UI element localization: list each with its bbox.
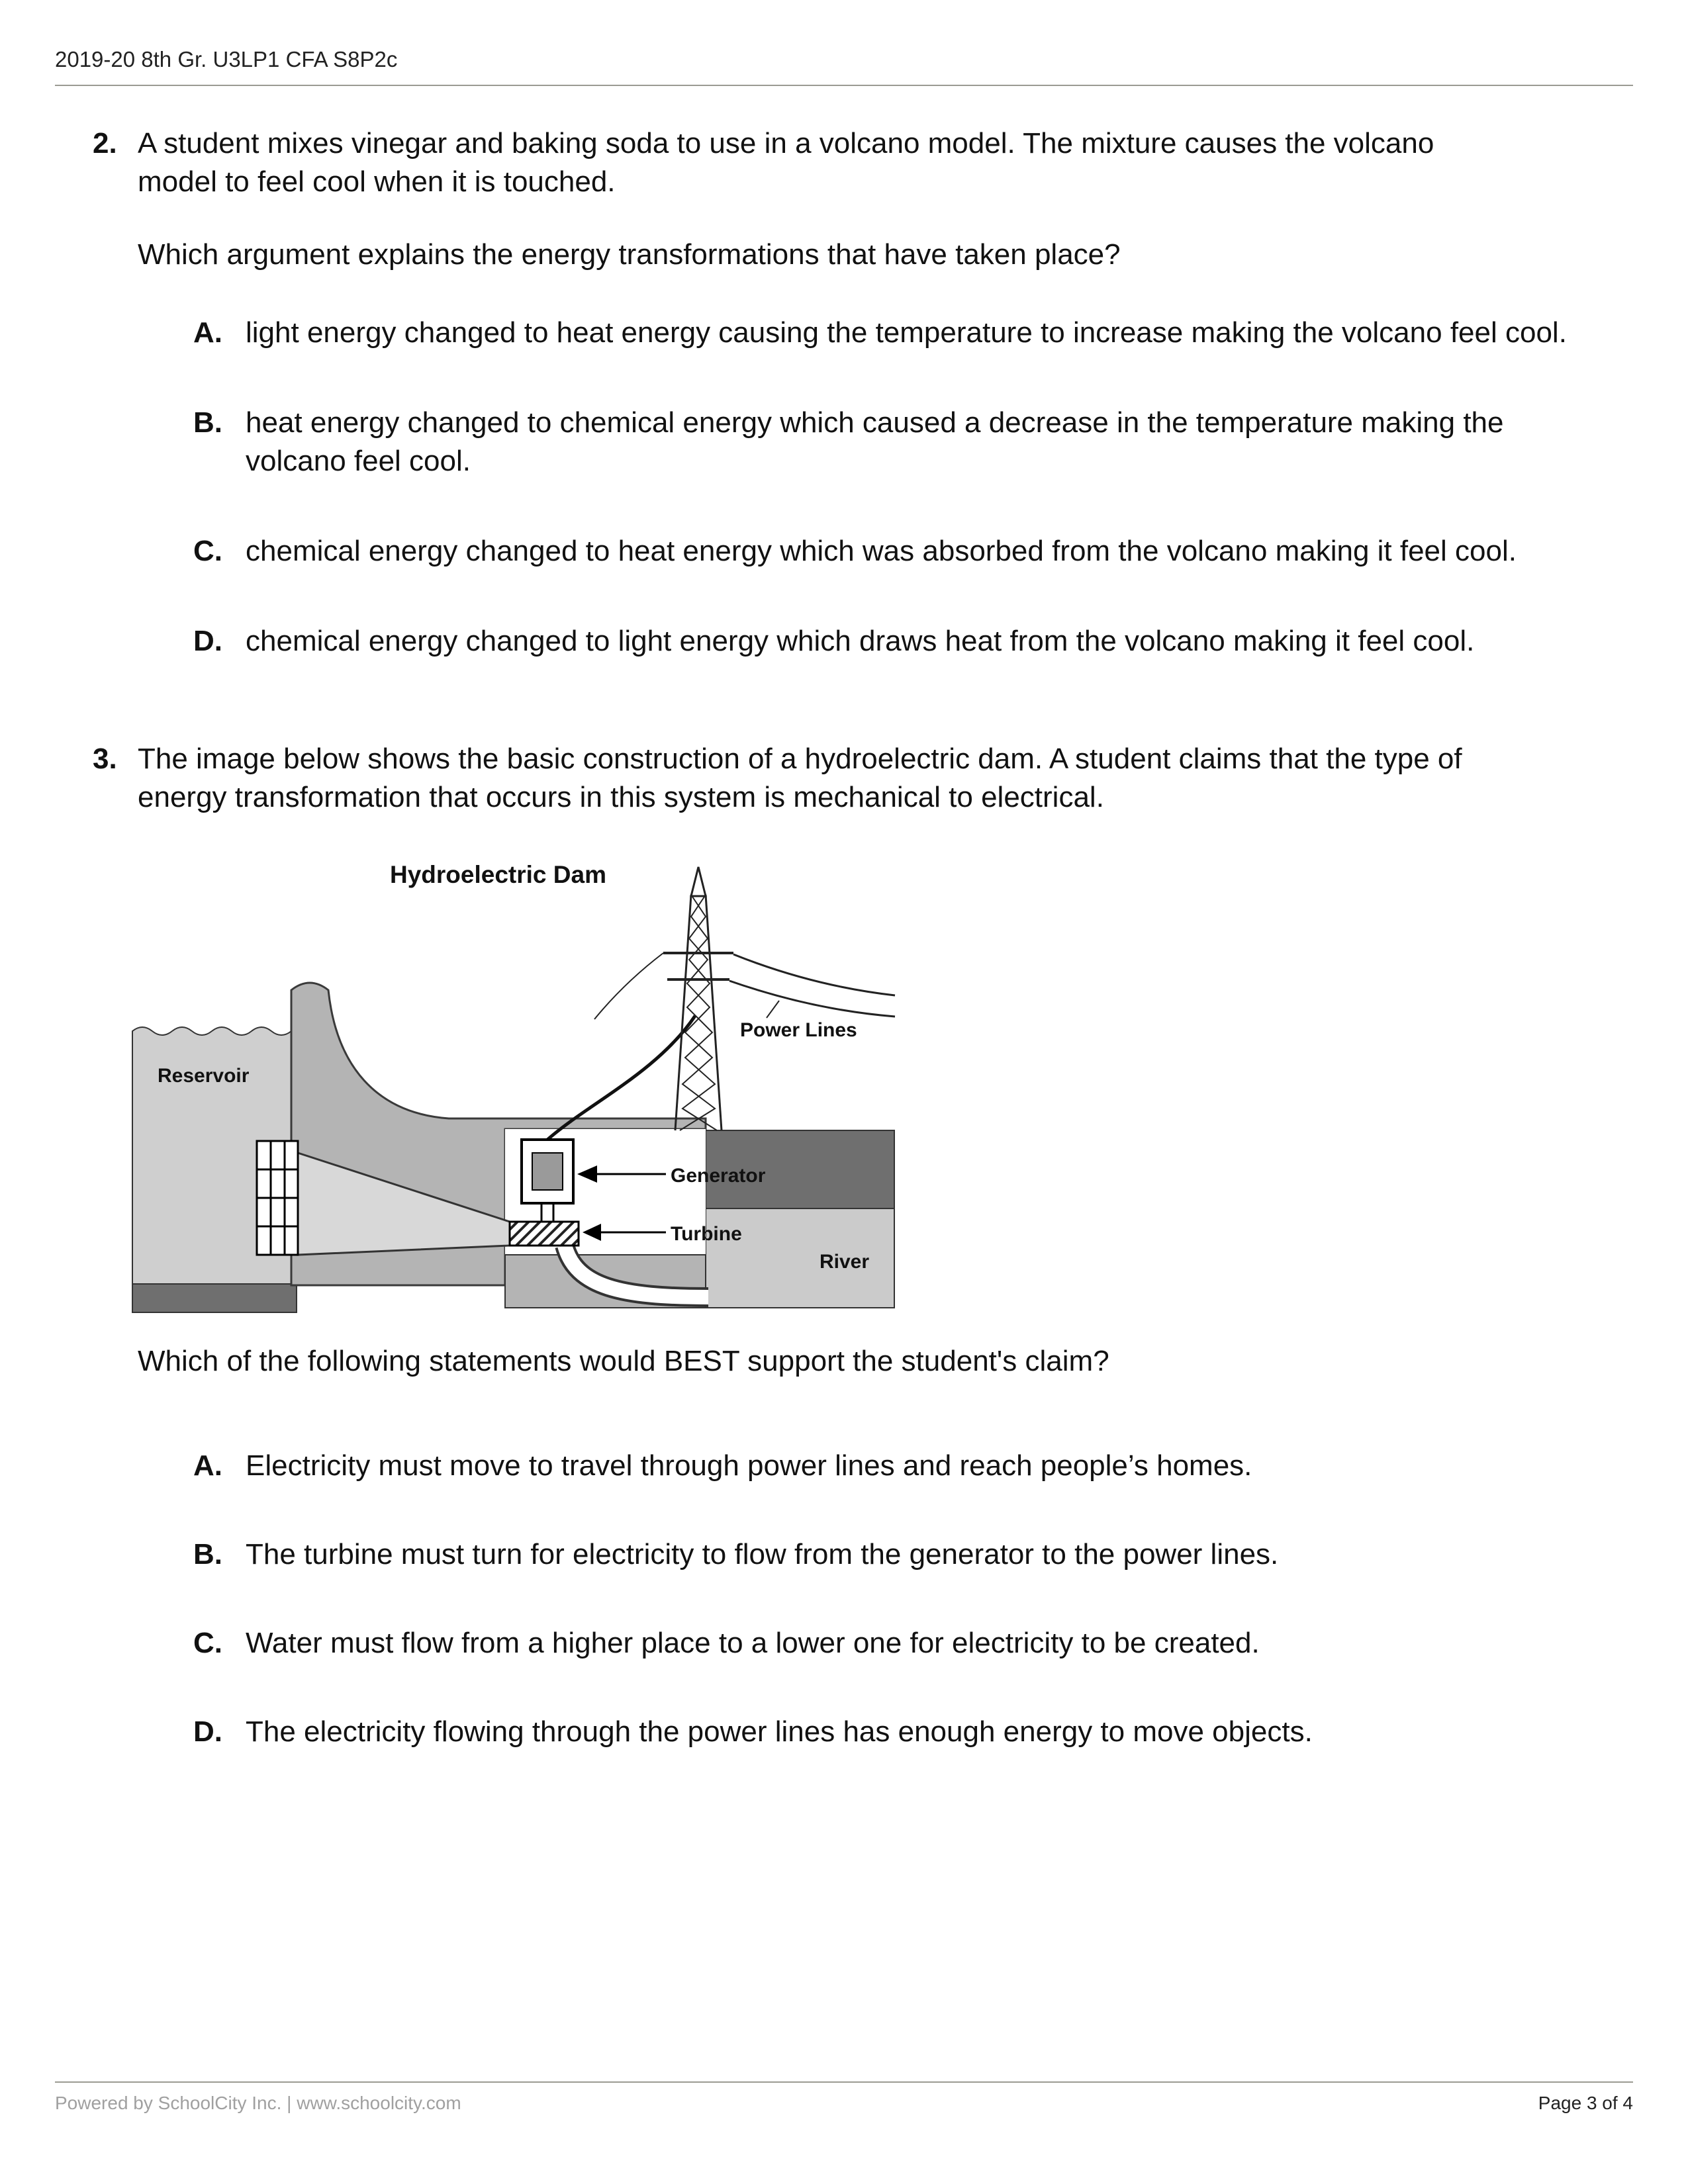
choice-3a-text: Electricity must move to travel through power lines and reach people’s homes. bbox=[246, 1449, 1252, 1482]
ground-strip bbox=[132, 1284, 297, 1312]
choice-2d bbox=[193, 622, 1633, 660]
footer-powered-by: Powered by SchoolCity Inc. | www.schoolcity.com bbox=[55, 2093, 461, 2113]
choice-3d-text: The electricity flowing through the power lines has enough energy to move objects. bbox=[246, 1715, 1313, 1748]
choice-3b-label: B. bbox=[193, 1538, 222, 1570]
choice-2b-text: heat energy changed to chemical energy which caused a decrease in the temperature making the volcano feel cool. bbox=[246, 406, 1504, 477]
choice-3a-label: A. bbox=[193, 1449, 222, 1482]
intake-trash-rack bbox=[257, 1141, 298, 1255]
choice-3d-label: D. bbox=[193, 1715, 222, 1748]
label-power-lines: Power Lines bbox=[740, 1019, 857, 1041]
hydroelectric-dam-diagram bbox=[131, 854, 896, 1317]
choice-3c-text: Water must flow from a higher place to a lower one for electricity to be created. bbox=[246, 1627, 1260, 1659]
document-header bbox=[55, 46, 1633, 73]
choice-2d-text: chemical energy changed to light energy which draws heat from the volcano making it feel cool. bbox=[246, 625, 1475, 657]
question-3-prompt: Which of the following statements would BEST support the student's claim? bbox=[138, 1345, 1109, 1377]
choice-2b-label: B. bbox=[193, 406, 222, 439]
choice-2a-label: A. bbox=[193, 316, 222, 349]
choice-2c bbox=[193, 532, 1633, 570]
choice-3c bbox=[193, 1624, 1633, 1662]
question-2 bbox=[93, 124, 1633, 660]
turbine-box bbox=[510, 1222, 579, 1246]
label-generator: Generator bbox=[671, 1165, 766, 1187]
choice-3a bbox=[193, 1447, 1633, 1485]
question-3 bbox=[93, 740, 1633, 1801]
question-3-body bbox=[138, 740, 1633, 1801]
content bbox=[93, 124, 1633, 1801]
question-3-stem: The image below shows the basic construction of a hydroelectric dam. A student claims that the type of energy transformation that occurs in this system is mechanical to electrical. bbox=[138, 743, 1462, 813]
question-3-choices bbox=[138, 1447, 1633, 1751]
question-2-prompt: Which argument explains the energy transformations that have taken place? bbox=[138, 238, 1121, 271]
choice-3c-label: C. bbox=[193, 1627, 222, 1659]
question-3-number: 3. bbox=[93, 743, 117, 775]
label-river: River bbox=[820, 1251, 870, 1273]
label-reservoir: Reservoir bbox=[158, 1065, 250, 1087]
question-2-number: 2. bbox=[93, 127, 117, 159]
header-divider bbox=[55, 85, 1633, 86]
question-2-choices bbox=[138, 314, 1633, 660]
footer-page-number: Page 3 of 4 bbox=[1538, 2093, 1633, 2113]
footer-divider bbox=[55, 2081, 1633, 2083]
document-footer bbox=[55, 2070, 1633, 2115]
choice-2b bbox=[193, 404, 1633, 480]
choice-3d bbox=[193, 1713, 1633, 1751]
label-turbine: Turbine bbox=[671, 1223, 742, 1245]
choice-3b-text: The turbine must turn for electricity to flow from the generator to the power lines. bbox=[246, 1538, 1279, 1570]
power-lines-wires bbox=[594, 953, 895, 1019]
diagram-title: Hydroelectric Dam bbox=[390, 861, 606, 888]
question-2-body bbox=[138, 124, 1633, 660]
choice-2a-text: light energy changed to heat energy causing the temperature to increase making the volcano feel cool. bbox=[246, 316, 1567, 349]
transmission-tower bbox=[663, 867, 733, 1130]
choice-2a bbox=[193, 314, 1633, 352]
header-title: 2019-20 8th Gr. U3LP1 CFA S8P2c bbox=[55, 47, 398, 71]
choice-2c-text: chemical energy changed to heat energy which was absorbed from the volcano making it feel cool. bbox=[246, 535, 1517, 567]
choice-2d-label: D. bbox=[193, 625, 222, 657]
question-2-stem: A student mixes vinegar and baking soda to use in a volcano model. The mixture causes the volcano model to feel cool when it is touched. bbox=[138, 127, 1434, 198]
choice-3b bbox=[193, 1535, 1633, 1574]
choice-2c-label: C. bbox=[193, 535, 222, 567]
